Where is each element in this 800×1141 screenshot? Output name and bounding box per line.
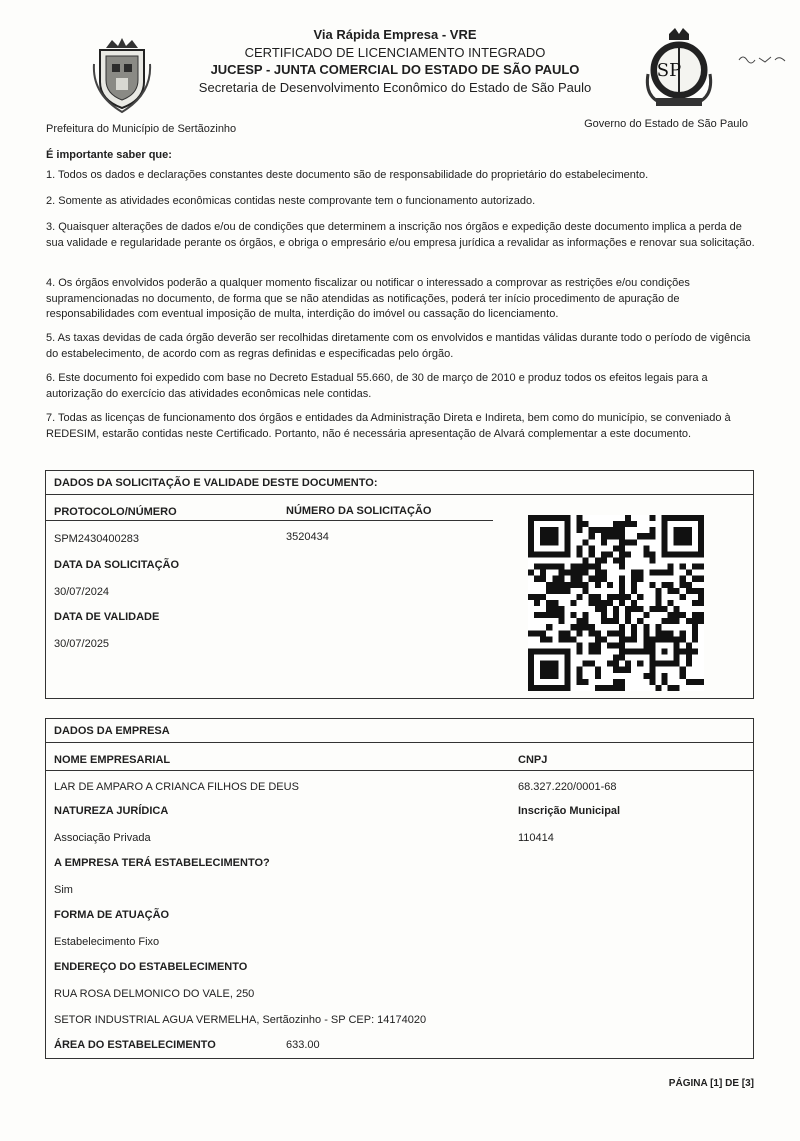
address-line-2: SETOR INDUSTRIAL AGUA VERMELHA, Sertãozinho - SP CEP: 14174020 bbox=[54, 1014, 427, 1026]
notice-item-1: 1. Todos os dados e declarações constantes deste documento são de responsabilidade do proprietário do estabelecimento. bbox=[46, 169, 649, 181]
operation-form-value: Estabelecimento Fixo bbox=[54, 936, 160, 948]
municipality-issuer: Prefeitura do Município de Sertãozinho bbox=[46, 123, 237, 135]
notice-heading: É importante saber que: bbox=[46, 149, 172, 161]
notice-item-5: 5. As taxas devidas de cada órgão deverão ser recolhidas diretamente com os envolvidos e mantidas válidas durante todo o período de vigência do estabelecimento, de acordo com as regras definidas e especificadas pelo órgão. bbox=[46, 332, 751, 360]
notice-item-7: 7. Todas as licenças de funcionamento dos órgãos e entidades da Administração Direta e Indireta, bem como do município, se conveniado à REDESIM, estarão contidas neste Certificado. Portanto, não é necessária apresentação de Alvará complementar a este documento. bbox=[46, 412, 731, 440]
solicitation-title: DADOS DA SOLICITAÇÃO E VALIDADE DESTE DOCUMENTO: bbox=[46, 471, 753, 495]
handwritten-mark-icon bbox=[737, 52, 787, 66]
area-value: 633.00 bbox=[286, 1039, 320, 1051]
cnpj-value: 68.327.220/0001-68 bbox=[518, 781, 617, 793]
municipal-coat-of-arms-icon bbox=[92, 34, 152, 114]
municipal-registration-label: Inscrição Municipal bbox=[518, 805, 621, 817]
notice-item-6: 6. Este documento foi expedido com base no Decreto Estadual 55.660, de 30 de março de 2010 e produz todos os efeitos legais para a autorização do exercício das atividades econômicas nele contidas. bbox=[46, 372, 708, 400]
protocol-value: SPM2430400283 bbox=[54, 533, 140, 545]
validity-label: DATA DE VALIDADE bbox=[54, 611, 160, 623]
municipal-registration-value: 110414 bbox=[518, 832, 554, 844]
legal-nature-label: NATUREZA JURÍDICA bbox=[54, 805, 169, 817]
operation-form-label: FORMA DE ATUAÇÃO bbox=[54, 909, 170, 921]
notice-item-3: 3. Quaisquer alterações de dados e/ou de condições que determinem a inscrição nos órgãos e expedição deste documento implica a perda de sua validade e regularidade perante os órgãos, e obriga o empresário e/ou empresa jurídica a revalidar as informações e renovar sua solicitação. bbox=[46, 221, 755, 249]
header-secretariat: Secretaria de Desenvolvimento Econômico do Estado de São Paulo bbox=[198, 80, 592, 95]
address-line-1: RUA ROSA DELMONICO DO VALE, 250 bbox=[54, 988, 255, 1000]
request-date-label: DATA DA SOLICITAÇÃO bbox=[54, 559, 180, 571]
legal-nature-value: Associação Privada bbox=[54, 832, 151, 844]
solicitation-divider bbox=[46, 520, 493, 521]
request-date-value: 30/07/2024 bbox=[54, 586, 110, 598]
qr-code[interactable] bbox=[528, 515, 704, 691]
notice-item-2: 2. Somente as atividades econômicas contidas neste comprovante tem o funcionamento autorizado. bbox=[46, 195, 536, 207]
cnpj-label: CNPJ bbox=[518, 754, 548, 766]
state-issuer: Governo do Estado de São Paulo bbox=[584, 118, 748, 130]
notice-item-4: 4. Os órgãos envolvidos poderão a qualquer momento fiscalizar ou notificar o interessado a comprovar as restrições e/ou condições supramencionadas no documento, de forma que se não atendidas as notificações, poderá ter início procedimento de apuração de responsabilidades com eventual imposição de multa, interdição do imóvel ou cassação do licenciamento. bbox=[46, 277, 690, 320]
establishment-question-label: A EMPRESA TERÁ ESTABELECIMENTO? bbox=[54, 857, 270, 869]
company-title: DADOS DA EMPRESA bbox=[46, 719, 753, 743]
svg-text:SP: SP bbox=[656, 60, 682, 81]
establishment-question-value: Sim bbox=[54, 884, 73, 896]
protocol-label: PROTOCOLO/NÚMERO bbox=[54, 506, 177, 518]
request-number-label: NÚMERO DA SOLICITAÇÃO bbox=[286, 505, 432, 517]
state-coat-of-arms-icon bbox=[642, 28, 716, 110]
address-label: ENDEREÇO DO ESTABELECIMENTO bbox=[54, 961, 248, 973]
company-divider bbox=[46, 770, 753, 771]
request-number-value: 3520434 bbox=[286, 531, 329, 543]
area-label: ÁREA DO ESTABELECIMENTO bbox=[54, 1039, 216, 1051]
header-agency: JUCESP - JUNTA COMERCIAL DO ESTADO DE SÃO PAULO bbox=[210, 62, 580, 77]
validity-value: 30/07/2025 bbox=[54, 638, 110, 650]
company-name-value: LAR DE AMPARO A CRIANCA FILHOS DE DEUS bbox=[54, 781, 299, 793]
company-section bbox=[45, 718, 754, 1059]
header-title: Via Rápida Empresa - VRE bbox=[313, 27, 477, 42]
header-certificate-name: CERTIFICADO DE LICENCIAMENTO INTEGRADO bbox=[244, 45, 546, 60]
page-number: PÁGINA [1] DE [3] bbox=[668, 1078, 754, 1089]
company-name-label: NOME EMPRESARIAL bbox=[54, 754, 171, 766]
